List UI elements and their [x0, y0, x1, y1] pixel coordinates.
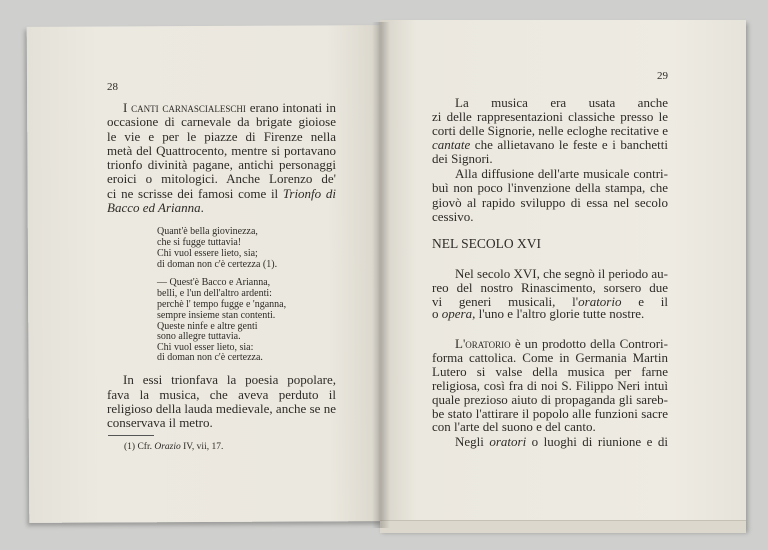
text-line: L'oratorio è un prodotto della Controri-: [455, 336, 668, 351]
page-edges: [380, 520, 746, 533]
text-line: cessivo.: [432, 209, 474, 224]
section-heading: NEL SECOLO XVI: [432, 236, 541, 251]
poem-line: Chi vuol essere lieto, sia;: [157, 248, 258, 259]
text-line: Bacco ed Arianna.: [107, 200, 204, 215]
poem-line: di doman non c'è certezza.: [157, 352, 263, 363]
text-line: eroici o mitologici. Anche Lorenzo de': [107, 171, 336, 186]
text-line: be stato l'attirare il popolo alle funzioni sacre: [432, 406, 668, 421]
text-line: fava la musica, che aveva perduto il: [107, 387, 336, 402]
text-line: le vie e per le piazze di Firenze nella: [107, 129, 336, 144]
page-number-left: 28: [107, 81, 118, 93]
text-line: zi delle rappresentazioni classiche presso le: [432, 109, 668, 124]
text-line: dei Signori.: [432, 151, 493, 166]
text-line: I canti carnascialeschi erano intonati in: [123, 100, 336, 115]
text-line: ci ne scrisse dei famosi come il Trionfo di: [107, 186, 336, 201]
text-line: In essi trionfava la poesia popolare,: [123, 372, 336, 387]
text-line: forma cattolica. Come in Germania Martin: [432, 350, 668, 365]
text-line: trionfo divinità pagane, antichi personaggi: [107, 157, 336, 172]
footnote: (1) Cfr. Orazio IV, vii, 17.: [124, 442, 224, 452]
text-line: religioso della lauda medievale, anche se ne: [107, 401, 336, 416]
footnote-rule: [108, 435, 154, 436]
poem-line: sono allegre tuttavia.: [157, 331, 241, 342]
text-line: Nel secolo XVI, che segnò il periodo au-: [455, 266, 668, 281]
poem-line: — Quest'è Bacco e Arianna,: [157, 277, 271, 288]
text-line: cantate che allietavano le feste e i banchetti: [432, 137, 668, 152]
text-line: religiosa, così fra di noi S. Filippo Neri intuì: [432, 378, 668, 393]
poem-line: di doman non c'è certezza (1).: [157, 259, 278, 270]
text-line: o opera, l'uno e l'altro glorie tutte nostre.: [432, 306, 645, 321]
poem-line: belli, e l'un dell'altro ardenti:: [157, 288, 272, 299]
text-line: buì non poco l'invenzione della stampa, che: [432, 180, 668, 195]
text-line: conservava il metro.: [107, 415, 213, 430]
poem-line: che si fugge tuttavia!: [157, 237, 242, 248]
book-gutter: [372, 22, 390, 528]
poem-line: Quant'è bella giovinezza,: [157, 226, 258, 237]
text-line: occasione di carnevale da brigate gioiose: [107, 114, 336, 129]
text-line: reo del nostro Rinascimento, sorsero due: [432, 280, 668, 295]
poem-line: sempre insieme stan contenti.: [157, 310, 276, 321]
poem-line: Queste ninfe e altre genti: [157, 321, 258, 332]
text-line: corti delle Signorie, nelle ecloghe recitative e: [432, 123, 668, 138]
text-line: quale prezioso aiuto di propaganda gli sareb-: [432, 392, 668, 407]
text-line: Alla diffusione dell'arte musicale contri-: [455, 166, 668, 181]
poem-line: Chi vuol esser lieto, sia:: [157, 342, 254, 353]
text-line: giovò al rapido sviluppo di essa nel secolo: [432, 195, 668, 210]
text-line: Negli oratori o luoghi di riunione e di: [455, 434, 668, 449]
text-line: metà del Quattrocento, mentre si portavano: [107, 143, 336, 158]
text-line: con l'arte del suono e del canto.: [432, 419, 596, 434]
page-number-right: 29: [657, 70, 668, 82]
poem-line: perchè l' tempo fugge e 'nganna,: [157, 299, 287, 310]
text-line: Lutero si valse della musica per farne: [432, 364, 668, 379]
text-line: La musica era usata anche: [455, 95, 668, 110]
text-line: vi generi musicali, l'oratorio e il: [432, 294, 668, 309]
